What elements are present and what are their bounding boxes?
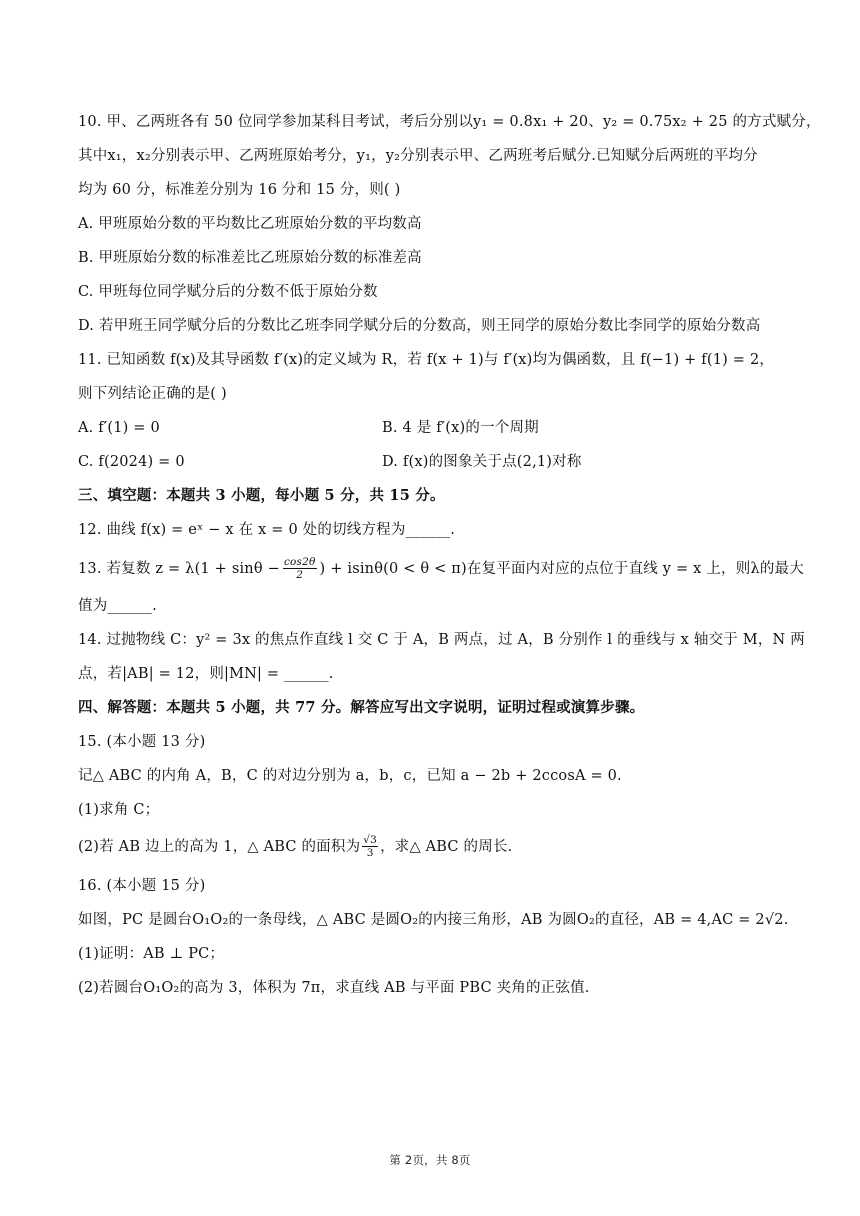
q15-part1: (1)求角 C； bbox=[78, 802, 160, 818]
q16-part2: (2)若圆台O₁O₂的高为 3，体积为 7π，求直线 AB 与平面 PBC 夹角的正弦值. bbox=[78, 980, 590, 996]
q12-text: 12. 曲线 f(x) = eˣ − x 在 x = 0 处的切线方程为______. bbox=[78, 522, 456, 538]
q13-frac-num: cos2θ bbox=[283, 556, 316, 568]
q10-option-d: D. 若甲班王同学赋分后的分数比乙班李同学赋分后的分数高，则王同学的原始分数比李同学的原始分数高 bbox=[78, 318, 761, 334]
q11-line1: 11. 已知函数 f(x)及其导函数 f′(x)的定义域为 R，若 f(x + 1)与 f′(x)均为偶函数，且 f(−1) + f(1) = 2， bbox=[78, 352, 775, 368]
q10-line3: 均为 60 分，标准差分别为 16 分和 15 分，则( ) bbox=[78, 182, 401, 198]
q13-line2: 值为______. bbox=[78, 598, 157, 614]
q16-part1: (1)证明：AB ⊥ PC； bbox=[78, 946, 225, 962]
q11-option-c: C. f(2024) = 0 bbox=[78, 454, 185, 470]
q13-line1-pre: 13. 若复数 z = λ(1 + sinθ − bbox=[78, 560, 280, 577]
q15-header: 15. (本小题 13 分) bbox=[78, 734, 206, 750]
q15-part2-pre: (2)若 AB 边上的高为 1，△ ABC 的面积为 bbox=[78, 838, 361, 855]
q16-header: 16. (本小题 15 分) bbox=[78, 878, 206, 894]
section-4-heading: 四、解答题：本题共 5 小题，共 77 分。解答应写出文字说明，证明过程或演算步骤。 bbox=[78, 699, 645, 716]
q15-fraction bbox=[362, 834, 378, 859]
q13-line1 bbox=[78, 556, 804, 581]
q13-line1-post: ) + isinθ(0 < θ < π)在复平面内对应的点位于直线 y = x 上，则λ的最大 bbox=[319, 560, 804, 577]
q15-frac-den: 3 bbox=[366, 847, 374, 859]
q16-stem: 如图，PC 是圆台O₁O₂的一条母线，△ ABC 是圆O₂的内接三角形，AB 为圆O₂的直径，AB = 4,AC = 2√2. bbox=[78, 912, 789, 928]
section-3-heading: 三、填空题：本题共 3 小题，每小题 5 分，共 15 分。 bbox=[78, 487, 445, 504]
q13-fraction bbox=[283, 556, 317, 581]
q15-frac-num: √3 bbox=[363, 834, 378, 846]
q15-part2 bbox=[78, 834, 512, 859]
q10-option-a: A. 甲班原始分数的平均数比乙班原始分数的平均数高 bbox=[78, 216, 422, 232]
q15-part2-post: ，求△ ABC 的周长. bbox=[380, 838, 513, 855]
q15-stem: 记△ ABC 的内角 A，B，C 的对边分别为 a，b，c，已知 a − 2b + 2ccosA = 0. bbox=[78, 768, 622, 784]
q10-option-b: B. 甲班原始分数的标准差比乙班原始分数的标准差高 bbox=[78, 250, 422, 266]
page-footer: 第 2页，共 8页 bbox=[389, 1153, 471, 1167]
q11-line2: 则下列结论正确的是( ) bbox=[78, 386, 227, 402]
q11-option-b: B. 4 是 f′(x)的一个周期 bbox=[382, 420, 539, 436]
q10-line2: 其中x₁，x₂分别表示甲、乙两班原始考分，y₁，y₂分别表示甲、乙两班考后赋分.已知赋分后两班的平均分 bbox=[78, 148, 758, 164]
q14-line1: 14. 过抛物线 C：y² = 3x 的焦点作直线 l 交 C 于 A，B 两点，过 A，B 分别作 l 的垂线与 x 轴交于 M，N 两 bbox=[78, 632, 805, 648]
q10-line1: 10. 甲、乙两班各有 50 位同学参加某科目考试，考后分别以y₁ = 0.8x₁ + 20、y₂ = 0.75x₂ + 25 的方式赋分， bbox=[78, 114, 821, 130]
q10-option-c: C. 甲班每位同学赋分后的分数不低于原始分数 bbox=[78, 284, 378, 300]
q11-option-a: A. f′(1) = 0 bbox=[78, 420, 160, 436]
q13-frac-den: 2 bbox=[296, 569, 304, 581]
q11-option-d: D. f(x)的图象关于点(2,1)对称 bbox=[382, 454, 582, 470]
q14-line2: 点，若|AB| = 12，则|MN| = ______. bbox=[78, 666, 334, 682]
